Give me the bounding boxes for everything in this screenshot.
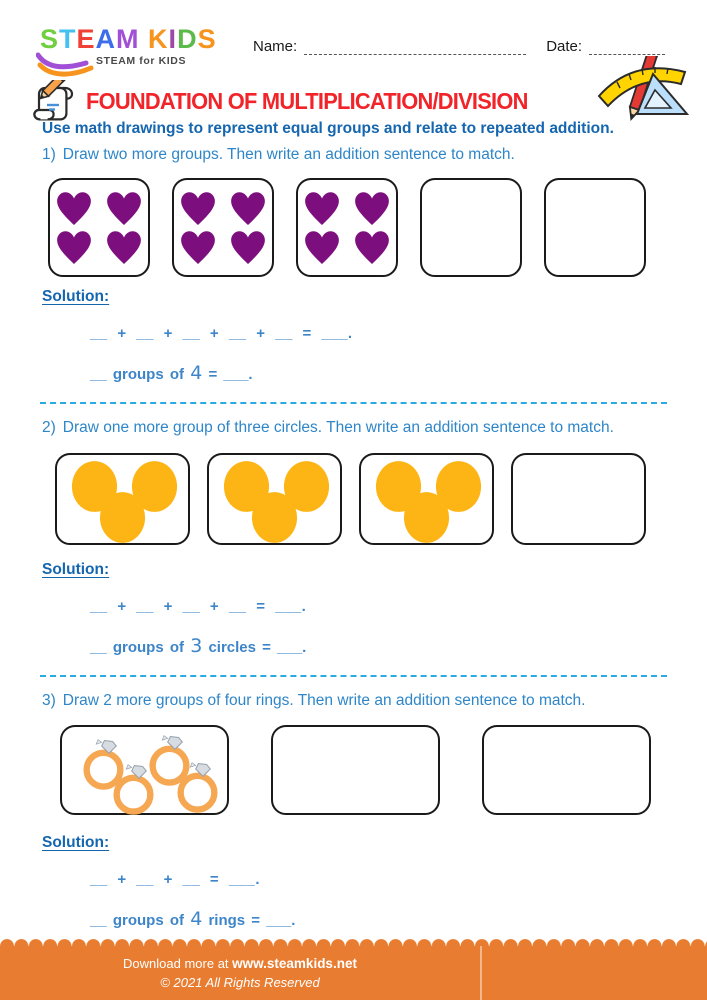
question-2 <box>42 419 614 437</box>
heart-icon <box>104 189 144 227</box>
addition-equation-2: __ + __ + __ + __ = ___. <box>90 598 307 615</box>
logo-letter: K <box>148 24 169 54</box>
circle-icon <box>403 491 450 544</box>
title-row <box>33 80 551 122</box>
footer-copyright: © 2021 All Rights Reserved <box>160 974 320 990</box>
circle-icon <box>99 491 146 544</box>
question-1-number: 1) <box>42 146 56 163</box>
addition-equation-1: __ + __ + __ + __ + __ = ___. <box>90 325 353 342</box>
logo-wordmark <box>40 26 250 53</box>
heart-icon <box>352 228 392 266</box>
footer-divider-line <box>480 946 482 1000</box>
groups-count-3: 4 <box>190 908 203 930</box>
footer-site-url: www.steamkids.net <box>232 956 357 971</box>
name-date-row <box>253 38 665 55</box>
group-box-filled <box>48 178 150 277</box>
heart-icon <box>104 228 144 266</box>
logo-letter: M <box>116 24 140 54</box>
ring-icon <box>172 756 223 813</box>
logo-swoosh-icon <box>36 52 96 80</box>
group-box-empty <box>482 725 651 815</box>
circle-item <box>403 491 450 544</box>
heart-icon <box>228 228 268 266</box>
circle-icon <box>251 491 298 544</box>
name-label: Name: <box>253 38 298 55</box>
heart-icon <box>302 228 342 266</box>
groups-count-2: 3 <box>190 635 203 657</box>
section-divider <box>40 402 667 404</box>
circle-item <box>99 491 146 544</box>
footer <box>0 946 707 1000</box>
steam-kids-logo <box>40 26 250 67</box>
ring-icon <box>108 758 159 815</box>
question-2-number: 2) <box>42 419 56 436</box>
footer-scallops <box>0 936 707 946</box>
groups-row-1 <box>48 178 646 277</box>
groups-row-3 <box>60 725 651 815</box>
ruler-setsquare-pencil-icon <box>595 56 691 122</box>
group-box-filled <box>55 453 190 545</box>
heart-icon <box>352 189 392 227</box>
group-box-filled <box>296 178 398 277</box>
question-3-text: Draw 2 more groups of four rings. Then write an addition sentence to match. <box>62 692 586 709</box>
solution-label-2: Solution: <box>42 561 110 578</box>
group-box-filled <box>359 453 494 545</box>
logo-letter: I <box>168 24 178 54</box>
groups-row-2 <box>55 453 646 545</box>
groups-equation-1: __ groups of 4 = ___. <box>90 362 253 384</box>
groups-count-1: 4 <box>190 362 203 384</box>
heart-icon <box>54 189 94 227</box>
scroll-pencil-icon <box>33 80 77 122</box>
question-1-text: Draw two more groups. Then write an addition sentence to match. <box>62 146 515 163</box>
group-box-empty <box>271 725 440 815</box>
ring-item <box>172 756 223 813</box>
date-label: Date: <box>546 38 583 55</box>
logo-tagline: STEAM for KIDS <box>96 55 187 67</box>
group-box-empty <box>544 178 646 277</box>
heart-icon <box>228 189 268 227</box>
question-3 <box>42 692 585 710</box>
circle-item <box>251 491 298 544</box>
logo-letter: D <box>177 24 198 54</box>
heart-icon <box>54 228 94 266</box>
footer-text <box>0 954 480 993</box>
group-box-filled <box>207 453 342 545</box>
logo-letter: E <box>76 24 96 54</box>
groups-equation-2: __ groups of 3 circles = ___. <box>90 635 307 657</box>
section-divider <box>40 675 667 677</box>
heart-icon <box>178 189 218 227</box>
logo-letter <box>140 24 149 54</box>
group-box-filled <box>172 178 274 277</box>
solution-label-1: Solution: <box>42 288 110 305</box>
groups-equation-3: __ groups of 4 rings = ___. <box>90 908 296 930</box>
heart-icon <box>178 228 218 266</box>
addition-equation-3: __ + __ + __ = ___. <box>90 871 261 888</box>
logo-letter: A <box>95 24 117 54</box>
group-box-empty <box>511 453 646 545</box>
instruction-text: Use math drawings to represent equal groups and relate to repeated addition. <box>42 120 614 137</box>
logo-letter: S <box>197 24 217 54</box>
footer-download-line: Download more at www.steamkids.net <box>123 956 357 971</box>
group-box-empty <box>420 178 522 277</box>
solution-label-3: Solution: <box>42 834 110 851</box>
question-2-text: Draw one more group of three circles. Then write an addition sentence to match. <box>62 419 614 436</box>
logo-letter: T <box>59 24 77 54</box>
date-line <box>589 40 665 55</box>
ring-item <box>108 758 159 815</box>
name-line <box>304 40 526 55</box>
question-1 <box>42 146 515 164</box>
heart-icon <box>302 189 342 227</box>
page-title: FOUNDATION OF MULTIPLICATION/DIVISION <box>86 87 528 114</box>
logo-letter: S <box>40 24 60 54</box>
question-3-number: 3) <box>42 692 56 709</box>
group-box-filled <box>60 725 229 815</box>
